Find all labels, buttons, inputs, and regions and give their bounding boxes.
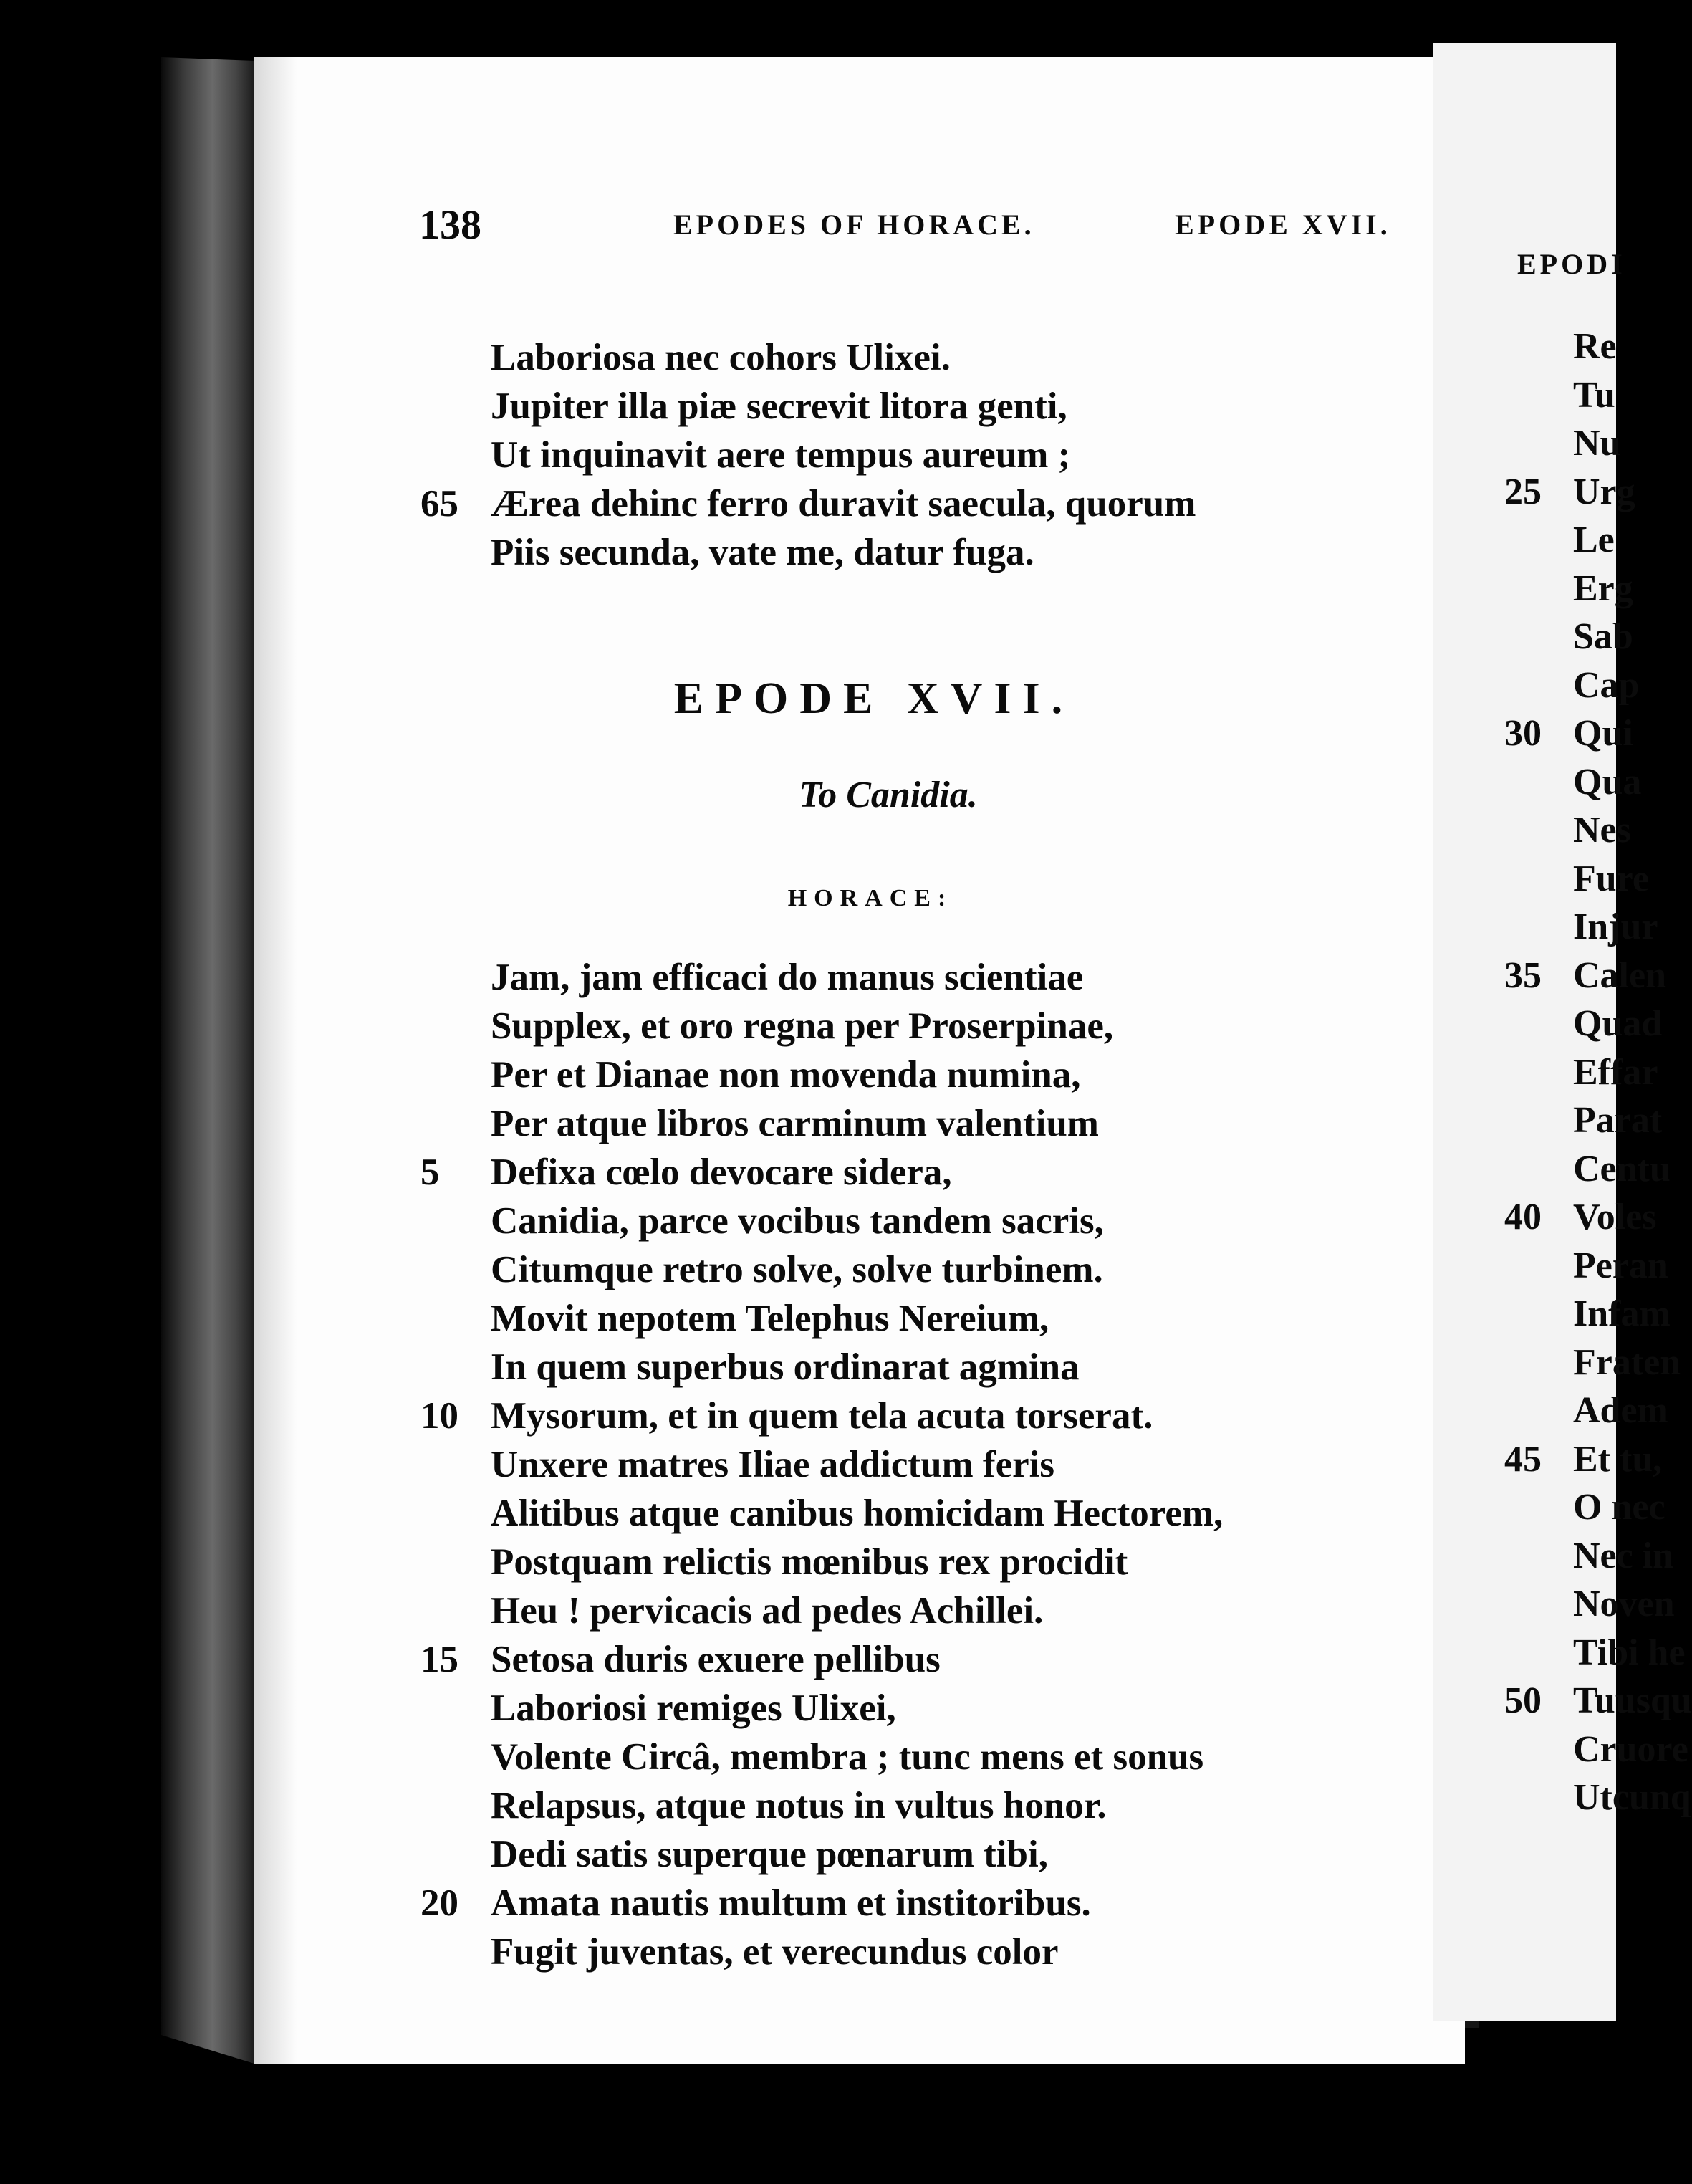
verse-line xyxy=(1433,1338,1681,1387)
line-text: Defixa cœlo devocare sidera, xyxy=(491,1151,952,1193)
epode-verse-lines xyxy=(254,953,1465,1976)
line-text: Qui xyxy=(1573,713,1633,754)
verse-line xyxy=(254,1050,1465,1099)
verse-line xyxy=(254,1586,1465,1635)
line-text: Fugit juventas, et verecundus color xyxy=(491,1931,1059,1973)
line-text: Postquam relictis mœnibus rex procidit xyxy=(491,1541,1128,1583)
verse-line xyxy=(254,1684,1465,1733)
verse-line xyxy=(254,1343,1465,1392)
line-text: Adem xyxy=(1573,1390,1668,1431)
line-text: Relapsus, atque notus in vultus honor. xyxy=(491,1785,1107,1826)
line-text: Per atque libros carminum valentium xyxy=(491,1103,1099,1144)
verse-line xyxy=(254,382,1465,431)
verse-line xyxy=(1433,516,1616,565)
verse-line xyxy=(254,1733,1465,1781)
line-text: Effar xyxy=(1573,1051,1658,1093)
verse-line xyxy=(1433,468,1635,517)
verse-line xyxy=(1433,1677,1692,1725)
verse-line xyxy=(1433,1773,1691,1822)
verse-line xyxy=(1433,1580,1675,1629)
line-text: Urg xyxy=(1573,471,1635,512)
line-text: Centu xyxy=(1573,1148,1671,1189)
verse-line xyxy=(1433,371,1616,420)
line-text: Laboriosi remiges Ulixei, xyxy=(491,1687,896,1729)
line-number: 35 xyxy=(1504,954,1542,996)
verse-line xyxy=(254,1635,1465,1684)
verse-line xyxy=(254,333,1465,382)
line-text: Ærea dehinc ferro duravit saecula, quorum xyxy=(491,483,1196,525)
line-text: Jam, jam efficaci do manus scientiae xyxy=(491,957,1084,998)
line-text: Mysorum, et in quem tela acuta torserat. xyxy=(491,1395,1153,1437)
epode-subtitle: To Canidia. xyxy=(799,775,978,815)
line-number: 25 xyxy=(1504,471,1542,512)
line-text: Fraten xyxy=(1573,1341,1681,1383)
running-head xyxy=(254,201,1465,258)
line-text: Ut inquinavit aere tempus aureum ; xyxy=(491,434,1071,476)
verse-line xyxy=(1433,419,1621,468)
line-text: Nes xyxy=(1573,810,1631,851)
verse-line xyxy=(1433,855,1649,904)
line-text: Voles xyxy=(1573,1197,1657,1237)
line-text: Dedi satis superque pœnarum tibi, xyxy=(491,1834,1048,1875)
line-text: Peran xyxy=(1573,1245,1668,1286)
line-number: 65 xyxy=(420,483,458,525)
line-text: Infam xyxy=(1573,1293,1671,1334)
verse-line xyxy=(254,1099,1465,1148)
verse-line xyxy=(1433,1193,1657,1242)
verse-line xyxy=(1433,1386,1668,1435)
verse-line xyxy=(1433,322,1616,371)
line-text: Erg xyxy=(1573,567,1633,609)
line-text: Nec in xyxy=(1573,1535,1674,1576)
verse-line xyxy=(1433,565,1633,613)
epode-title: EPODE XVII. xyxy=(673,674,1075,723)
verse-line xyxy=(254,1197,1465,1245)
facing-page xyxy=(1433,43,1692,2021)
running-title: EPODES OF HORACE. xyxy=(673,209,1035,241)
verse-line xyxy=(254,1781,1465,1830)
line-text: Qua xyxy=(1573,761,1642,803)
verse-line xyxy=(1433,1048,1658,1097)
line-number: 10 xyxy=(420,1395,458,1437)
line-text: Sab xyxy=(1573,616,1633,657)
line-text: Jupiter illa piæ secrevit litora genti, xyxy=(491,385,1067,427)
line-text: Laboriosa nec cohors Ulixei. xyxy=(491,337,951,378)
verse-line xyxy=(254,1294,1465,1343)
verse-line xyxy=(1433,1483,1665,1532)
verse-line xyxy=(254,1927,1465,1976)
verse-line xyxy=(254,528,1465,577)
line-text: Canidia, parce vocibus tandem sacris, xyxy=(491,1200,1104,1242)
line-number: 40 xyxy=(1504,1197,1542,1237)
line-text: Re xyxy=(1573,326,1617,367)
line-text: Volente Circâ, membra ; tunc mens et sonus xyxy=(491,1736,1204,1778)
line-number: 5 xyxy=(420,1151,440,1193)
verse-line xyxy=(1433,903,1658,952)
verse-line xyxy=(1433,1435,1663,1484)
verse-line xyxy=(1433,758,1642,807)
verse-line xyxy=(1433,1096,1663,1145)
running-section: EPODE XVII. xyxy=(1175,209,1391,241)
line-text: Calen xyxy=(1573,954,1666,996)
line-text: Injur xyxy=(1573,906,1658,947)
line-text: Movit nepotem Telephus Nereium, xyxy=(491,1298,1049,1339)
line-number: 45 xyxy=(1504,1438,1542,1480)
line-text: Et tu, xyxy=(1573,1438,1663,1480)
line-text: Alitibus atque canibus homicidam Hectorem, xyxy=(491,1493,1224,1534)
verse-line xyxy=(1433,1290,1671,1338)
line-text: Amata nautis multum et institoribus. xyxy=(491,1882,1091,1924)
verse-line xyxy=(1433,952,1666,1000)
facing-verse-lines xyxy=(1433,322,1692,1822)
verse-line xyxy=(254,1489,1465,1538)
line-text: Tu xyxy=(1573,374,1615,416)
speaker-label: HORACE: xyxy=(787,885,953,911)
facing-running-title: EPODI xyxy=(1517,248,1626,280)
verse-line xyxy=(254,1392,1465,1440)
line-text: Setosa duris exuere pellibus xyxy=(491,1639,941,1680)
line-text: Tuusqu xyxy=(1573,1680,1692,1721)
line-text: Unxere matres Iliae addictum feris xyxy=(491,1444,1055,1485)
line-text: Le xyxy=(1573,519,1615,560)
verse-line xyxy=(254,1245,1465,1294)
verse-line xyxy=(254,1148,1465,1197)
verse-line xyxy=(254,1440,1465,1489)
line-text: Noven xyxy=(1573,1584,1675,1624)
page-number: 138 xyxy=(419,201,481,248)
line-text: Heu ! pervicacis ad pedes Achillei. xyxy=(491,1590,1044,1632)
verse-line xyxy=(254,1002,1465,1050)
verse-line xyxy=(1433,1242,1668,1290)
verse-line xyxy=(1433,1532,1674,1581)
verse-line xyxy=(1433,1145,1671,1194)
verse-line xyxy=(254,431,1465,479)
verse-line xyxy=(1433,1000,1663,1048)
book-page-edge xyxy=(161,57,254,2064)
verse-line xyxy=(1433,1725,1688,1774)
book-page xyxy=(254,57,1465,2064)
line-text: Piis secunda, vate me, datur fuga. xyxy=(491,532,1034,573)
line-text: Quad xyxy=(1573,1003,1663,1044)
verse-line xyxy=(1433,661,1640,710)
line-text: Tibi he xyxy=(1573,1632,1686,1673)
line-text: Nu xyxy=(1573,423,1621,464)
line-number: 15 xyxy=(420,1639,458,1680)
verse-line xyxy=(254,1830,1465,1879)
preceding-verse-lines xyxy=(254,333,1465,577)
line-text: Cap xyxy=(1573,664,1640,706)
line-text: Utcunq xyxy=(1573,1777,1691,1818)
verse-line xyxy=(254,953,1465,1002)
line-text: Fure xyxy=(1573,858,1649,899)
verse-line xyxy=(1433,1629,1686,1677)
line-number: 20 xyxy=(420,1882,458,1924)
verse-line xyxy=(1433,806,1631,855)
line-text: Cruore xyxy=(1573,1728,1688,1770)
line-text: Supplex, et oro regna per Proserpinae, xyxy=(491,1005,1114,1047)
verse-line xyxy=(1433,709,1633,758)
line-text: Per et Dianae non movenda numina, xyxy=(491,1054,1081,1096)
line-number: 30 xyxy=(1504,713,1542,754)
line-text: Parat xyxy=(1573,1100,1663,1141)
verse-line xyxy=(254,1538,1465,1586)
line-number: 50 xyxy=(1504,1680,1542,1721)
verse-line xyxy=(254,1879,1465,1927)
verse-line xyxy=(254,479,1465,528)
line-text: Citumque retro solve, solve turbinem. xyxy=(491,1249,1103,1290)
line-text: In quem superbus ordinarat agmina xyxy=(491,1346,1080,1388)
verse-line xyxy=(1433,613,1633,661)
line-text: O nec xyxy=(1573,1487,1665,1528)
